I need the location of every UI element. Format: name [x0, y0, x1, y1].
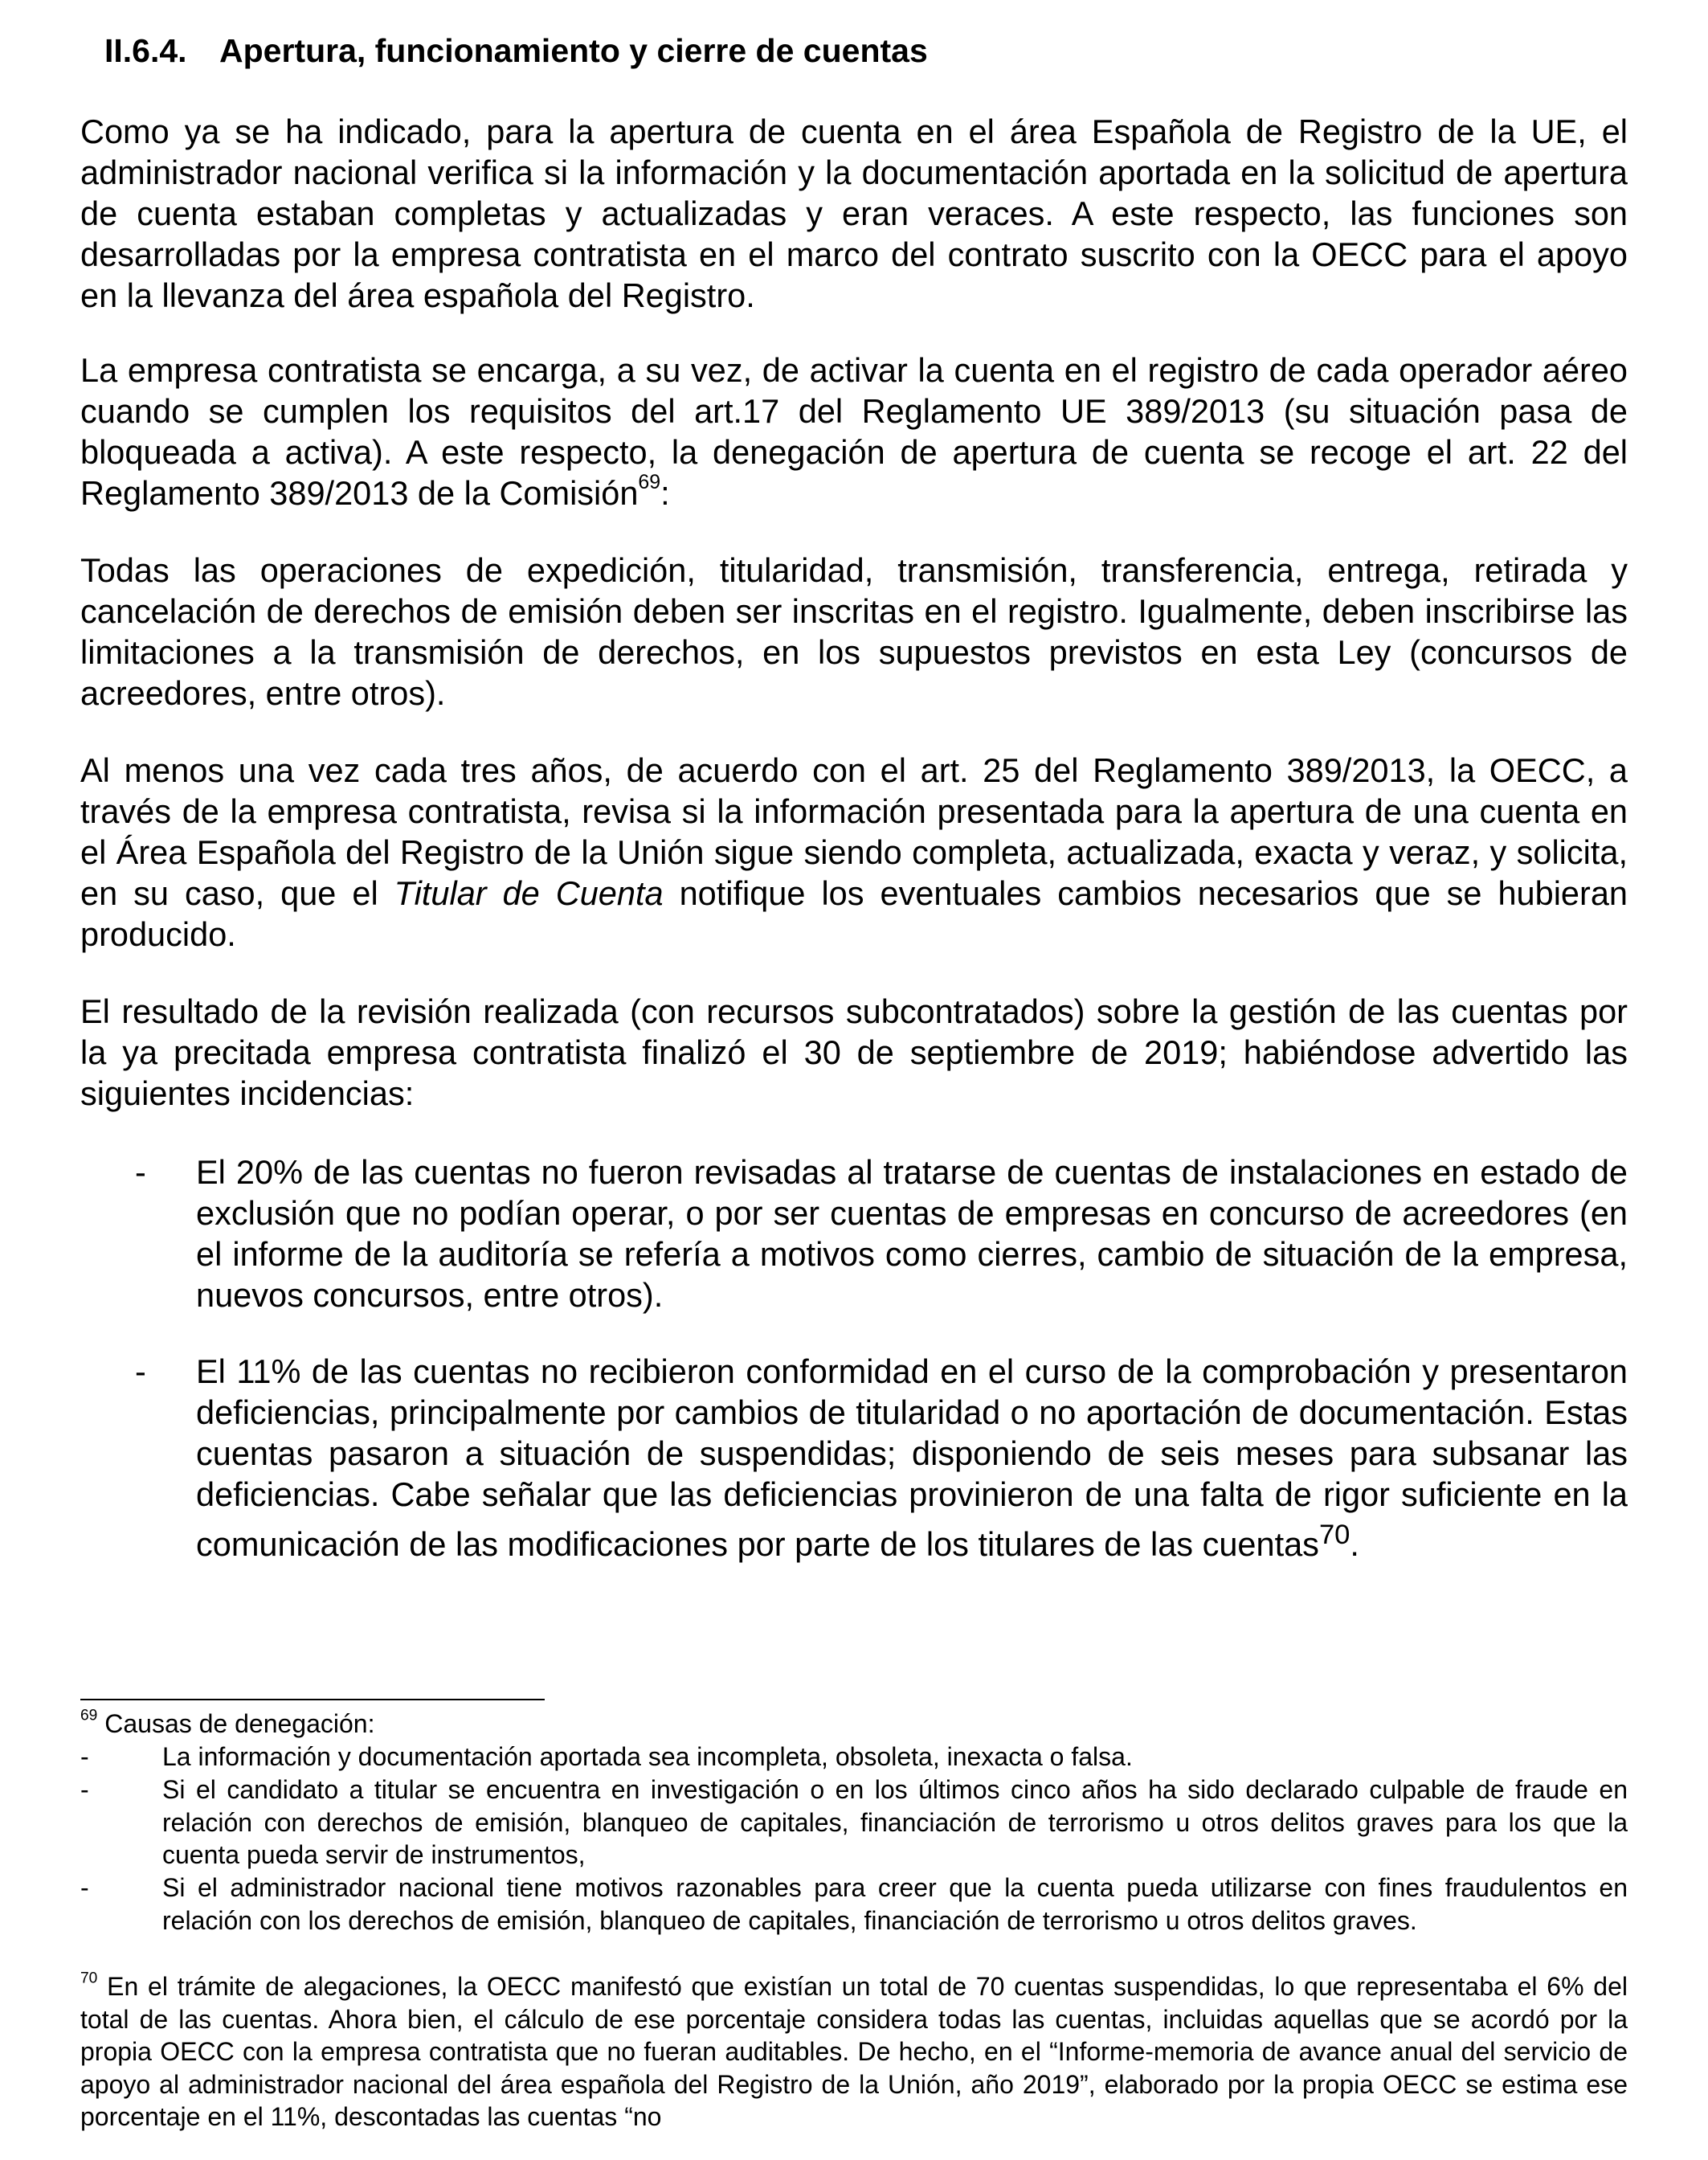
footnote-bullet-dash: - — [80, 1742, 89, 1771]
paragraph-2-text: La empresa contratista se encarga, a su vez, de activar la cuenta en el registro de cada operador aéreo cuando se cumplen los requisitos del art.17 del Reglamento UE 389/2013 (su situación pasa de bloqueada a activa). A este respecto, la denegación de apertura de cuenta se recoge el art. 22 del Reglamento 389/2013 de la Comisión — [80, 351, 1628, 512]
paragraph-4-end: notifique los eventuales cambios necesarios que se hubieran producido. — [80, 874, 1628, 953]
section-number: II.6.4. — [104, 32, 187, 69]
paragraph-4-italic: Titular de Cuenta — [394, 874, 664, 912]
footnote-70-label: 70 — [80, 1970, 98, 1987]
footnote-list-item — [80, 1741, 1628, 1773]
section-heading — [104, 29, 928, 72]
footnote-70 — [80, 1970, 1628, 2133]
footnote-bullet-dash: - — [80, 1775, 89, 1804]
footnote-bullet-text: Si el administrador nacional tiene motivos razonables para creer que la cuenta pueda utilizarse con fines fraudulentos en relación con los derechos de emisión, blanqueo de capitales, financiación de terrorismo u otros delitos graves. — [162, 1873, 1628, 1935]
footnote-bullet-text: La información y documentación aportada sea incompleta, obsoleta, inexacta o falsa. — [162, 1742, 1133, 1771]
paragraph-4 — [80, 750, 1628, 955]
footnote-list-item — [80, 1872, 1628, 1937]
bullet-dash: - — [135, 1153, 146, 1191]
footnote-list-item — [80, 1773, 1628, 1872]
paragraph-1: Como ya se ha indicado, para la apertura de cuenta en el área Española de Registro de la UE, el administrador nacional verifica si la información y la documentación aportada en la solicitud de apertura de cuenta estaban completas y actualizadas y eran veraces. A este respecto, las funciones son desarrolladas por la empresa contratista en el marco del contrato suscrito con la OECC para el apoyo en la llevanza del área española del Registro. — [80, 112, 1628, 314]
list-item — [80, 1351, 1628, 1565]
footnote-bullet-text: Si el candidato a titular se encuentra en investigación o en los últimos cinco años ha sido declarado culpable de fraude en relación con derechos de emisión, blanqueo de capitales, financiación de terrorismo u otros delitos graves para los que la cuenta pueda servir de instrumentos, — [162, 1775, 1628, 1869]
bullet-text-end: . — [1350, 1524, 1359, 1563]
bullet-dash: - — [135, 1352, 146, 1390]
footnote-70-text: En el trámite de alegaciones, la OECC manifestó que existían un total de 70 cuentas suspendidas, lo que representaba el 6% del total de las cuentas. Ahora bien, el cálculo de ese porcentaje considera todas las cuentas, incluidas aquellas que se acordó por la propia OECC con la empresa contratista que no fueran auditables. De hecho, en el “Informe-memoria de avance anual del servicio de apoyo al administrador nacional del área española del Registro de la Unión, año 2019”, elaborado por la propia OECC se estima ese porcentaje en el 11%, descontadas las cuentas “no — [80, 1972, 1628, 2131]
bullet-text: El 20% de las cuentas no fueron revisadas al tratarse de cuentas de instalaciones en estado de exclusión que no podían operar, o por ser cuentas de empresas en concurso de acreedores (en el informe de la auditoría se refería a motivos como cierres, cambio de situación de la empresa, nuevos concursos, entre otros). — [196, 1153, 1628, 1314]
footnote-ref-69[interactable]: 69 — [638, 471, 661, 494]
paragraph-2-end: : — [660, 474, 670, 512]
footnote-separator — [80, 1699, 545, 1700]
footnote-ref-70[interactable]: 70 — [1318, 1520, 1350, 1550]
footnote-bullet-dash: - — [80, 1873, 89, 1902]
bullet-text — [196, 1351, 1628, 1565]
paragraph-2 — [80, 350, 1628, 513]
paragraph-3: Todas las operaciones de expedición, titularidad, transmisión, transferencia, entrega, retirada y cancelación de derechos de emisión deben ser inscritas en el registro. Igualmente, deben inscribirse las limitaciones a la transmisión de derechos, en los supuestos previstos en esta Ley (concursos de acreedores, entre otros). — [80, 551, 1628, 712]
footnote-69-heading — [80, 1708, 1628, 1741]
paragraph-4-start: Al menos una vez cada tres años, de acuerdo con el art. 25 del Reglamento 389/2013, la OECC, a través de la empresa contratista, revisa si la información presentada para la apertura de una cuenta en el Área Española del Registro de la Unión sigue siendo completa, actualizada, exacta y veraz, y solicita, en su caso, que el — [80, 751, 1628, 912]
paragraph-5: El resultado de la revisión realizada (con recursos subcontratados) sobre la gestión de las cuentas por la ya precitada empresa contratista finalizó el 30 de septiembre de 2019; habiéndose advertido las siguientes incidencias: — [80, 992, 1628, 1112]
footnote-69-title: Causas de denegación: — [97, 1709, 375, 1738]
footnote-69-label: 69 — [80, 1707, 98, 1724]
bullet-text-body: El 11% de las cuentas no recibieron conformidad en el curso de la comprobación y presentaron deficiencias, principalmente por cambios de titularidad o no aportación de documentación. Estas cuentas pasaron a situación de suspendidas; disponiendo de seis meses para subsanar las deficiencias. Cabe señalar que las deficiencias provinieron de una falta de rigor suficiente en la comunicación de las modificaciones por parte de los titulares de las cuentas — [196, 1352, 1628, 1563]
list-item — [80, 1152, 1628, 1315]
section-title: Apertura, funcionamiento y cierre de cuentas — [219, 32, 928, 69]
